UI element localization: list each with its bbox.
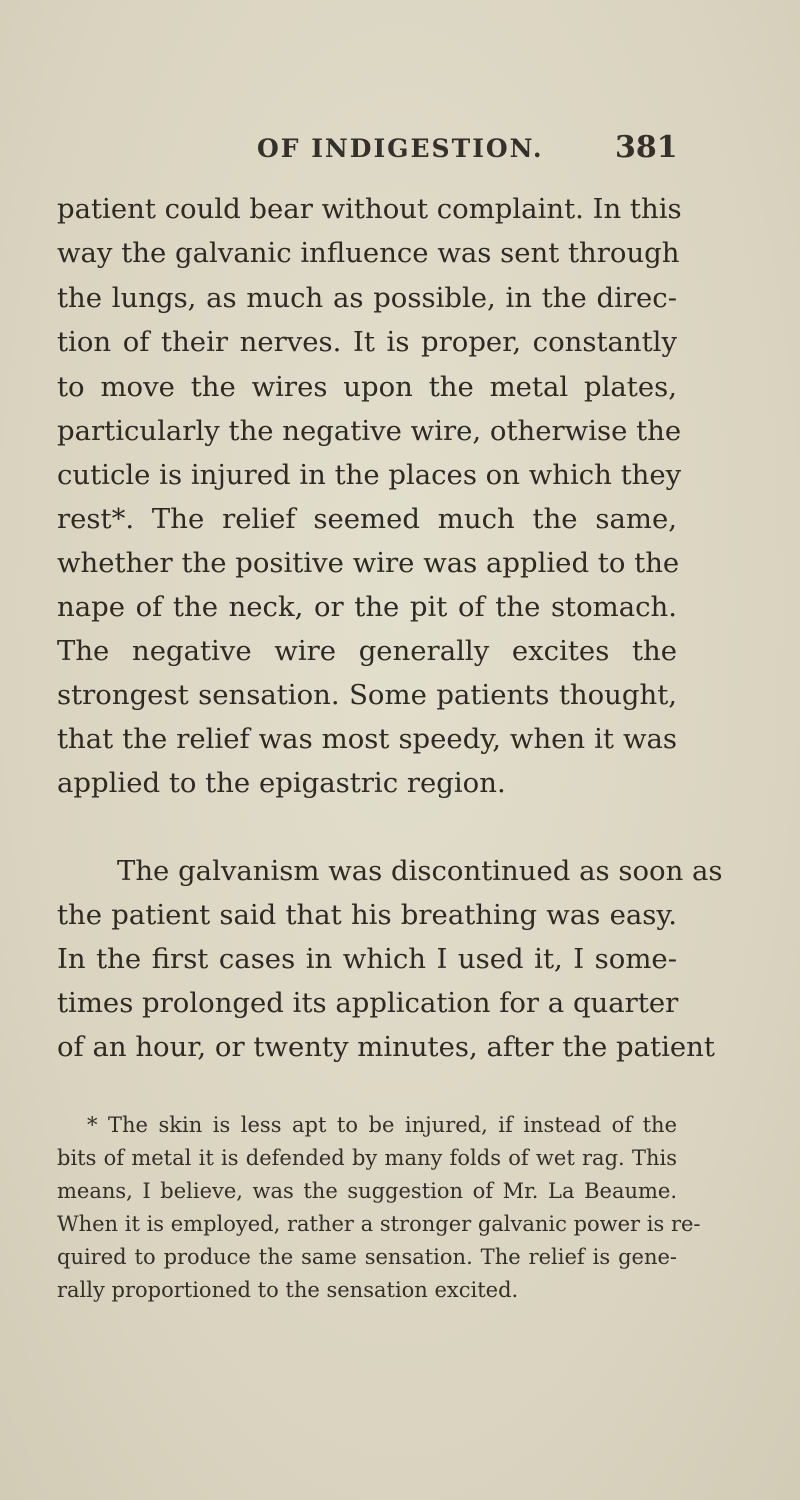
page-header xyxy=(0,128,800,168)
text-line: way the galvanic influence was sent through xyxy=(57,237,680,269)
footnote-line: When it is employed, rather a stronger galvanic power is re- xyxy=(57,1212,701,1236)
text-line: rest*. The relief seemed much the same, xyxy=(57,503,677,535)
text-line: tion of their nerves. It is proper, constantly xyxy=(57,326,677,358)
footnote-line: bits of metal it is defended by many folds of wet rag. This xyxy=(57,1146,677,1170)
text-line: applied to the epigastric region. xyxy=(57,767,506,799)
text-line: The negative wire generally excites the xyxy=(57,635,677,667)
text-line: particularly the negative wire, otherwise the xyxy=(57,415,682,447)
text-line: strongest sensation. Some patients thought, xyxy=(57,679,677,711)
text-line: of an hour, or twenty minutes, after the patient xyxy=(57,1031,715,1063)
text-line: the patient said that his breathing was easy. xyxy=(57,899,677,931)
text-line: the lungs, as much as possible, in the direc- xyxy=(57,282,677,314)
footnote-line: quired to produce the same sensation. The relief is gene- xyxy=(57,1245,677,1269)
text-line: nape of the neck, or the pit of the stomach. xyxy=(57,591,677,623)
footnote-line: * The skin is less apt to be injured, if instead of the xyxy=(87,1113,677,1137)
text-line: patient could bear without complaint. In this xyxy=(57,193,682,225)
text-line: In the first cases in which I used it, I some- xyxy=(57,943,677,975)
footnote-line: rally proportioned to the sensation excited. xyxy=(57,1278,519,1302)
running-title: OF INDIGESTION. xyxy=(257,134,544,163)
text-line: times prolonged its application for a quarter xyxy=(57,987,679,1019)
text-line: The galvanism was discontinued as soon as xyxy=(117,855,723,887)
text-line: that the relief was most speedy, when it was xyxy=(57,723,677,755)
footnote-line: means, I believe, was the suggestion of Mr. La Beaume. xyxy=(57,1179,677,1203)
page-number: 381 xyxy=(615,130,678,165)
text-line: cuticle is injured in the places on which they xyxy=(57,459,682,491)
text-line: whether the positive wire was applied to the xyxy=(57,547,680,579)
text-line: to move the wires upon the metal plates, xyxy=(57,371,677,403)
